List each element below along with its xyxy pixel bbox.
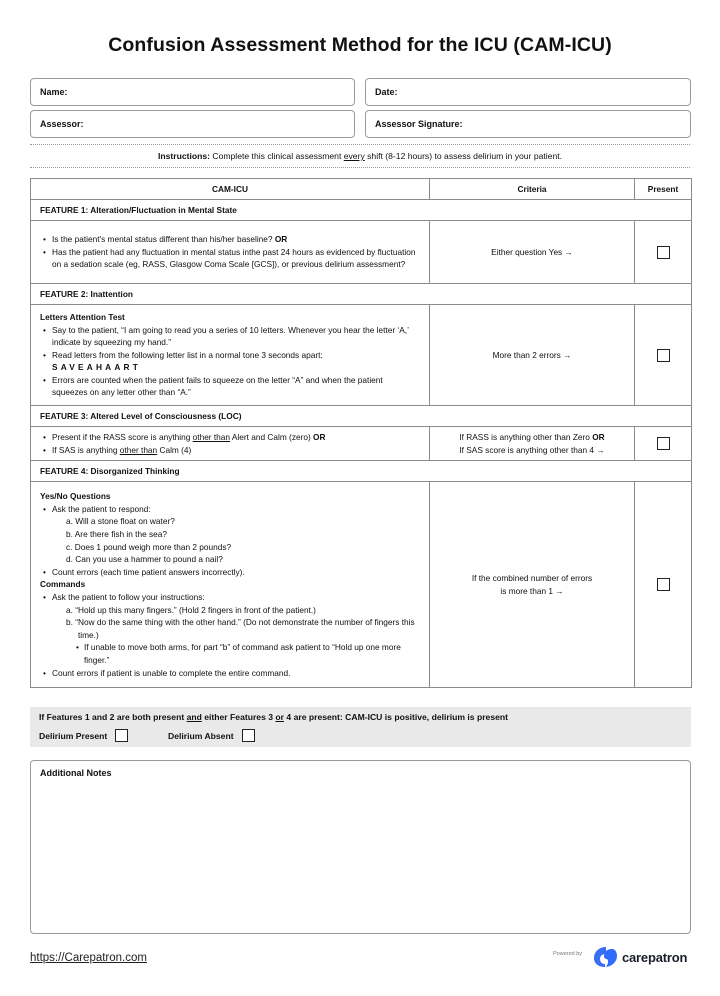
feature-3-present-cell bbox=[635, 427, 692, 461]
feature-2-present-checkbox[interactable] bbox=[657, 349, 670, 362]
instructions-text-end: shift (8-12 hours) to assess delirium in your patient. bbox=[364, 151, 563, 161]
criteria-rass: If RASS is anything other than Zero bbox=[459, 432, 593, 442]
list-item: • Ask the patient to follow your instructions: bbox=[40, 591, 420, 604]
feature-4-title: FEATURE 4: Disorganized Thinking bbox=[31, 461, 692, 482]
list-item: b. Are there fish in the sea? bbox=[66, 529, 168, 540]
feature-3-present-checkbox[interactable] bbox=[657, 437, 670, 450]
list-item-or: OR bbox=[313, 432, 326, 442]
feature-3-criteria bbox=[430, 427, 635, 461]
feature-3-description bbox=[31, 427, 430, 461]
result-or: or bbox=[275, 712, 285, 722]
letter-list: SAVEAHAART bbox=[52, 362, 142, 373]
delirium-absent-checkbox[interactable] bbox=[242, 729, 255, 742]
list-item-text: If SAS is anything bbox=[52, 444, 120, 455]
feature-1-title: FEATURE 1: Alteration/Fluctuation in Mental State bbox=[31, 200, 692, 221]
feature-1-present-cell bbox=[635, 221, 692, 284]
list-item: • Has the patient had any fluctuation in mental status inthe past 24 hours as evidenced by fluctuation on a sedation scale (eg, RASS, Glasgow Coma Scale [GCS]), or previous delirium assessment? bbox=[40, 246, 420, 271]
divider bbox=[30, 167, 690, 168]
assessor-field[interactable] bbox=[30, 110, 355, 138]
criteria-sas: If SAS score is anything other than 4 → bbox=[459, 444, 605, 455]
page-title: Confusion Assessment Method for the ICU (CAM-ICU) bbox=[108, 34, 612, 56]
list-item: • Errors are counted when the patient fails to squeeze on the letter “A” and when the patient squeezes on any letter other than “A.” bbox=[40, 374, 420, 399]
list-item: c. Does 1 pound weigh more than 2 pounds? bbox=[66, 541, 232, 552]
feature-2-present-cell bbox=[635, 305, 692, 406]
letters-attention-test-heading: Letters Attention Test bbox=[40, 311, 125, 322]
carepatron-logo bbox=[592, 946, 687, 968]
commands-heading: Commands bbox=[40, 579, 86, 590]
instructions-label: Instructions: bbox=[157, 151, 210, 161]
feature-2-description bbox=[31, 305, 430, 406]
feature-2-title: FEATURE 2: Inattention bbox=[31, 284, 692, 305]
list-item-text: Is the patient's mental status different than his/her baseline? bbox=[52, 234, 275, 245]
list-item bbox=[40, 349, 420, 374]
list-item: b. “Now do the same thing with the other hand.” (Do not demonstrate the number of fingers this time.) bbox=[66, 617, 415, 640]
name-label: Name: bbox=[40, 87, 68, 97]
instructions bbox=[30, 151, 690, 161]
list-item: a. Will a stone float on water? bbox=[66, 516, 175, 527]
list-item-text: Present if the RASS score is anything bbox=[52, 432, 193, 442]
assessor-label: Assessor: bbox=[40, 119, 84, 129]
additional-notes-label: Additional Notes bbox=[40, 768, 112, 778]
list-item-text: Calm (4) bbox=[157, 444, 192, 455]
list-item: • Count errors if patient is unable to complete the entire command. bbox=[40, 667, 420, 680]
header-cam-icu: CAM-ICU bbox=[31, 179, 430, 200]
assessor-signature-field[interactable] bbox=[365, 110, 691, 138]
result-and: and bbox=[186, 712, 202, 722]
list-item-text: Read letters from the following letter list in a normal tone 3 seconds apart: bbox=[52, 349, 323, 360]
list-item: d. Can you use a hammer to pound a nail? bbox=[66, 554, 223, 565]
additional-notes-field[interactable] bbox=[30, 760, 691, 934]
criteria-or: OR bbox=[592, 432, 605, 442]
delirium-absent-label: Delirium Absent bbox=[168, 730, 234, 741]
list-item bbox=[40, 431, 420, 444]
yes-no-questions-heading: Yes/No Questions bbox=[40, 491, 111, 502]
header-criteria: Criteria bbox=[430, 179, 635, 200]
instructions-text: Complete this clinical assessment bbox=[210, 151, 344, 161]
cam-icu-table bbox=[30, 178, 692, 688]
carepatron-link[interactable]: https://Carepatron.com bbox=[30, 952, 147, 964]
list-item-underline: other than bbox=[192, 432, 231, 442]
list-item-text: Alert and Calm (zero) bbox=[230, 432, 314, 442]
name-field[interactable] bbox=[30, 78, 355, 106]
carepatron-brand-name: carepatron bbox=[622, 949, 688, 965]
list-item: • Say to the patient, “I am going to read you a series of 10 letters. Whenever you hear the letter ‘A,’ indicate by squeezing my hand.” bbox=[40, 324, 420, 349]
powered-by-text: Powered by bbox=[553, 951, 583, 957]
feature-1-criteria: Either question Yes → bbox=[430, 221, 635, 284]
carepatron-logo-icon bbox=[592, 946, 618, 968]
result-text: If Features 1 and 2 are both present bbox=[39, 712, 187, 722]
assessor-signature-label: Assessor Signature: bbox=[375, 119, 463, 129]
instructions-every: every bbox=[343, 151, 365, 161]
list-item bbox=[40, 233, 420, 246]
divider bbox=[30, 144, 690, 145]
list-item: • Ask the patient to respond: bbox=[40, 503, 420, 516]
date-label: Date: bbox=[375, 87, 398, 97]
feature-4-present-cell bbox=[635, 482, 692, 688]
feature-2-criteria: More than 2 errors → bbox=[430, 305, 635, 406]
list-item-or: OR bbox=[274, 234, 288, 245]
date-field[interactable] bbox=[365, 78, 691, 106]
delirium-present-checkbox[interactable] bbox=[115, 729, 128, 742]
feature-1-present-checkbox[interactable] bbox=[657, 246, 670, 259]
list-item-underline: other than bbox=[119, 444, 158, 455]
feature-4-present-checkbox[interactable] bbox=[657, 578, 670, 591]
feature-4-description bbox=[31, 482, 430, 688]
list-item: a. “Hold up this many fingers.” (Hold 2 fingers in front of the patient.) bbox=[66, 604, 316, 615]
list-item bbox=[40, 444, 420, 457]
feature-4-criteria: If the combined number of errors is more than 1 → bbox=[430, 482, 635, 688]
result-text: 4 are present: CAM-ICU is positive, delirium is present bbox=[284, 712, 508, 722]
feature-3-title: FEATURE 3: Altered Level of Consciousness (LOC) bbox=[31, 406, 692, 427]
delirium-present-label: Delirium Present bbox=[39, 730, 108, 741]
delirium-absent-option[interactable] bbox=[168, 729, 255, 742]
feature-1-description bbox=[31, 221, 430, 284]
list-item: • If unable to move both arms, for part “b” of command ask patient to “Hold up one more finger.” bbox=[40, 641, 420, 666]
delirium-present-option[interactable] bbox=[39, 729, 128, 742]
list-item: • Count errors (each time patient answers incorrectly). bbox=[40, 566, 420, 579]
result-section bbox=[30, 707, 691, 747]
header-present: Present bbox=[635, 179, 692, 200]
result-rule bbox=[39, 712, 508, 722]
result-text: either Features 3 bbox=[201, 712, 276, 722]
